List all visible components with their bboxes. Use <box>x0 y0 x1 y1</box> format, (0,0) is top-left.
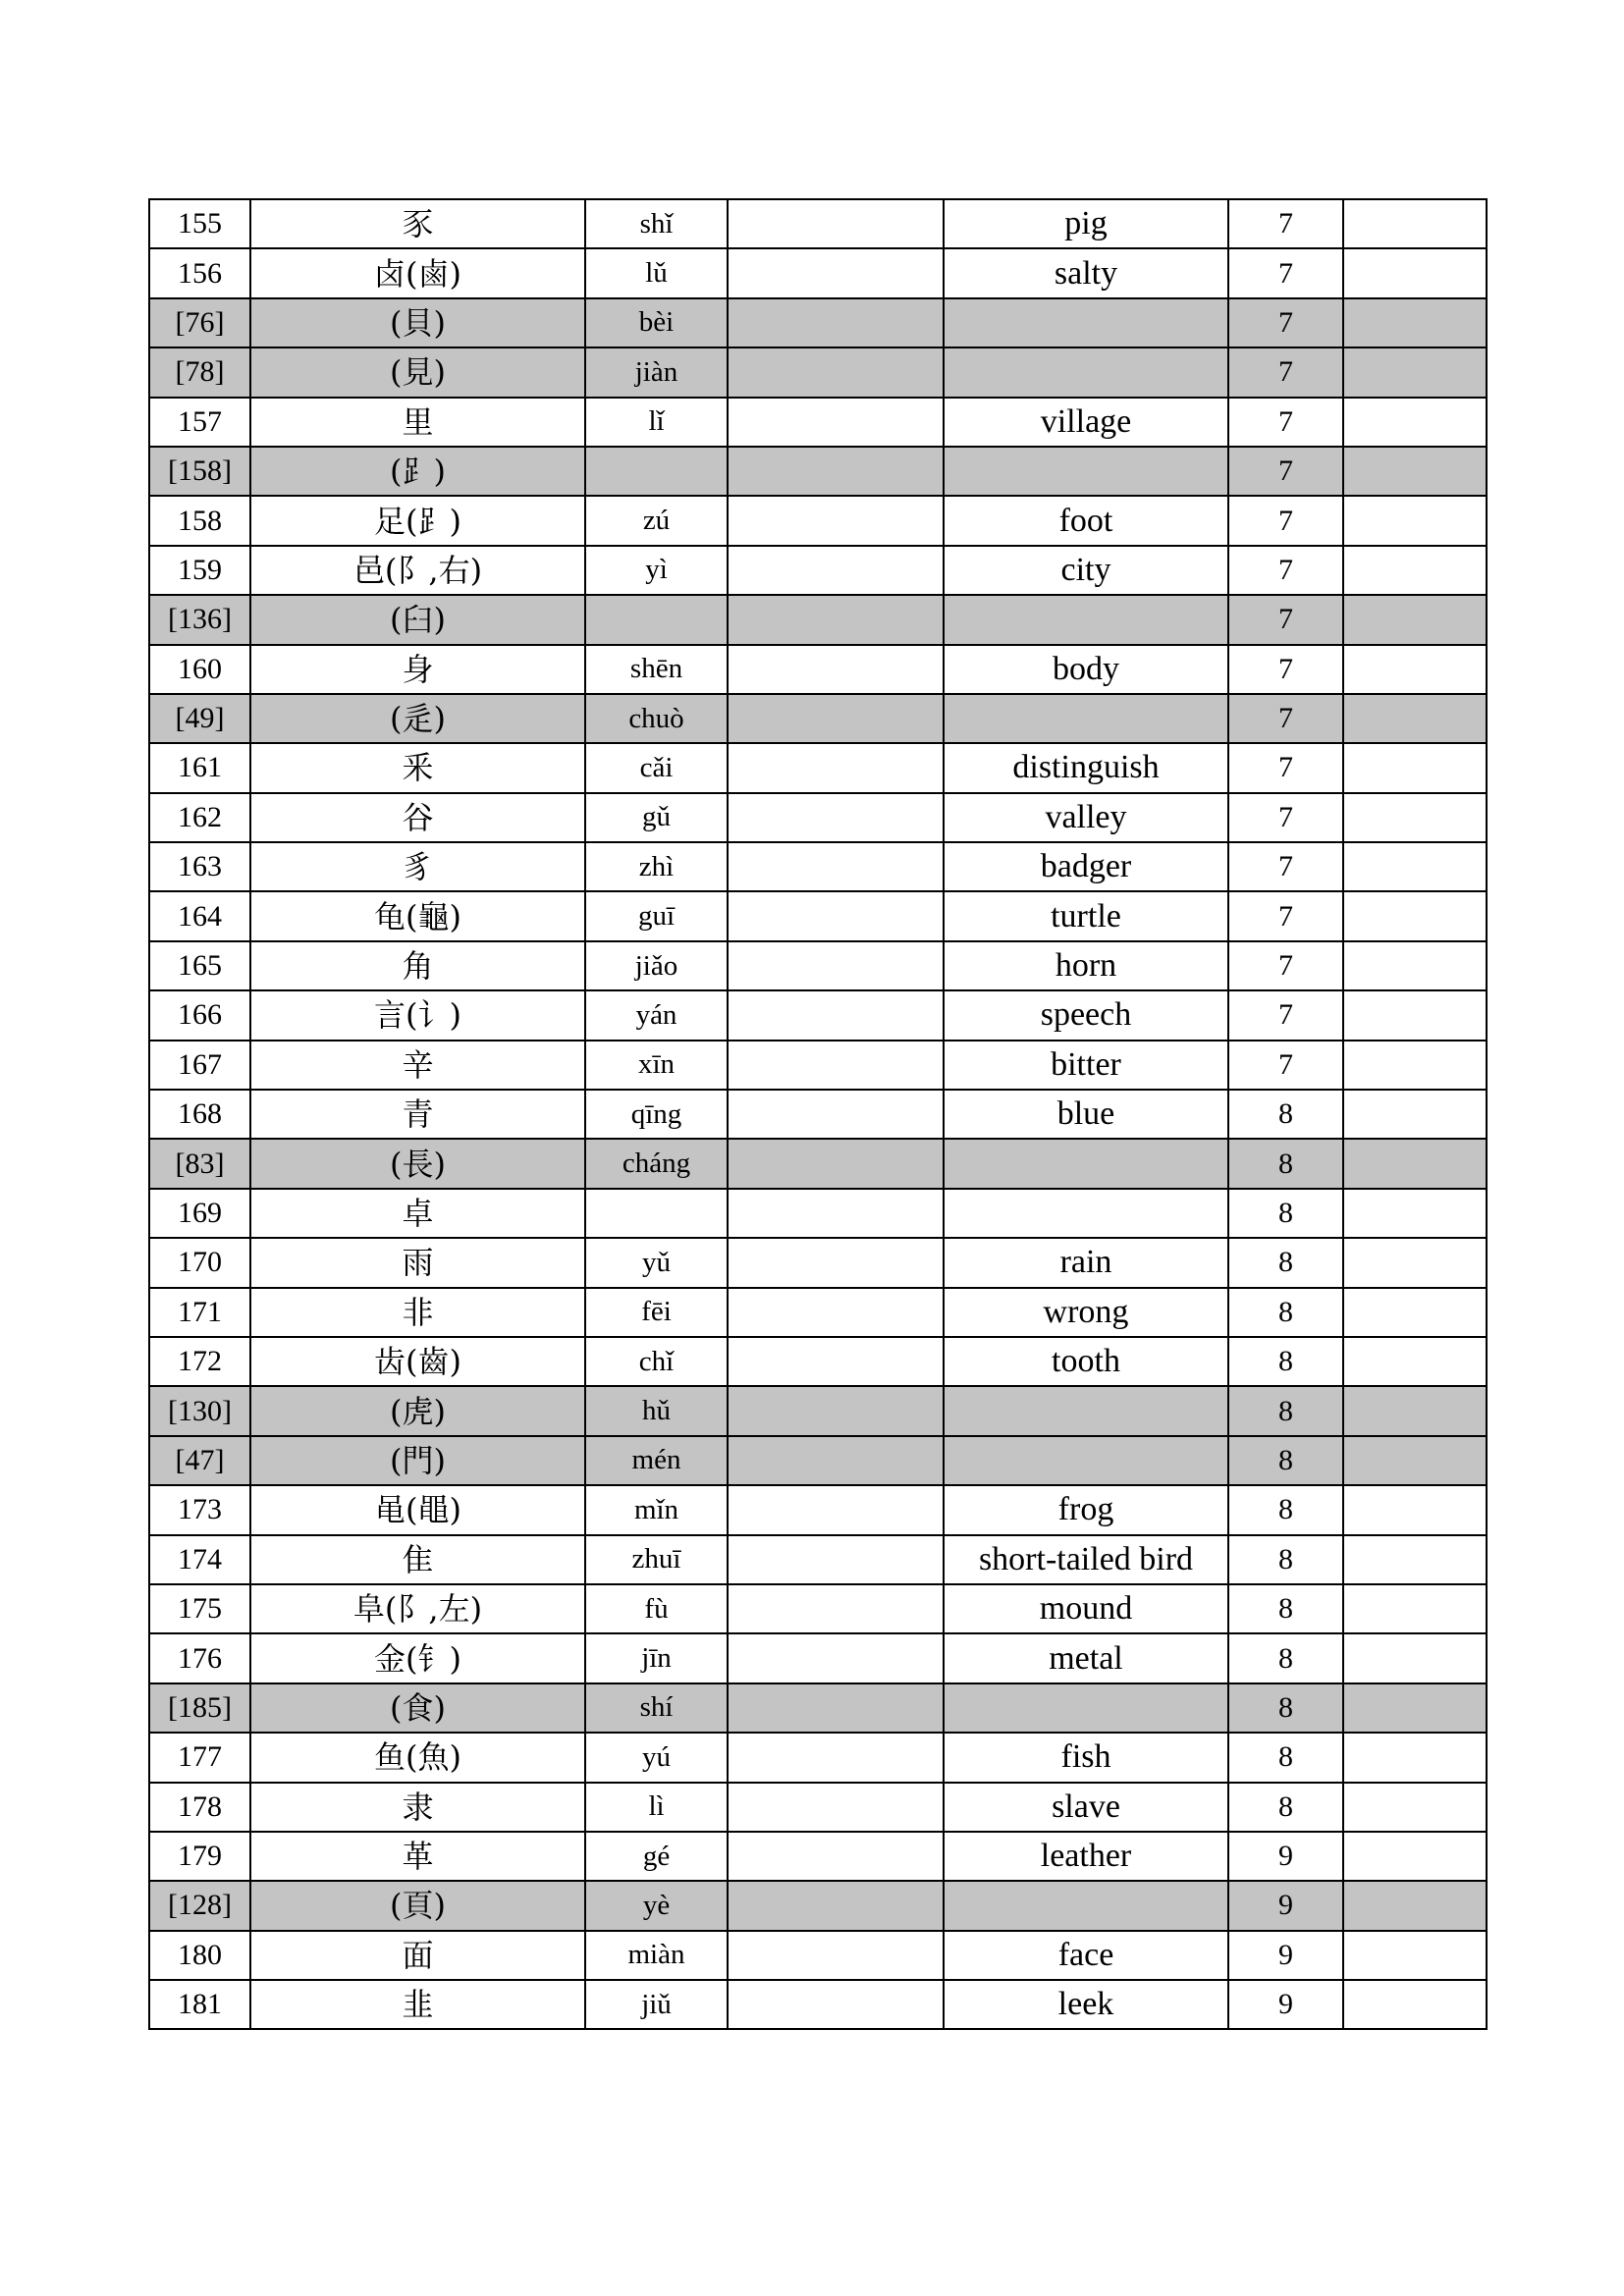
meaning-cell: short-tailed bird <box>944 1535 1228 1584</box>
row-number-cell: [78] <box>149 347 250 397</box>
row-number-cell: 157 <box>149 398 250 447</box>
radical-cell: 足(⻊) <box>250 496 585 545</box>
stroke-count-cell: 8 <box>1228 1535 1343 1584</box>
meaning-cell: distinguish <box>944 743 1228 792</box>
meaning-cell: city <box>944 546 1228 595</box>
pinyin-cell: mǐn <box>585 1485 728 1534</box>
stroke-count-cell: 7 <box>1228 398 1343 447</box>
meaning-cell: valley <box>944 793 1228 842</box>
pinyin-cell: zhuī <box>585 1535 728 1584</box>
notes-cell <box>1343 1832 1487 1881</box>
table-row <box>149 694 1487 743</box>
pinyin-cell: shēn <box>585 645 728 694</box>
radical-cell: 谷 <box>250 793 585 842</box>
meaning-cell <box>944 595 1228 644</box>
pinyin-cell: jiǎo <box>585 941 728 990</box>
blank-cell <box>728 1783 944 1832</box>
pinyin-cell <box>585 595 728 644</box>
meaning-cell: pig <box>944 199 1228 248</box>
meaning-cell: turtle <box>944 891 1228 940</box>
stroke-count-cell: 7 <box>1228 793 1343 842</box>
radical-cell: 金(钅) <box>250 1633 585 1682</box>
table-row <box>149 1832 1487 1881</box>
meaning-cell <box>944 1189 1228 1238</box>
notes-cell <box>1343 793 1487 842</box>
notes-cell <box>1343 546 1487 595</box>
blank-cell <box>728 1485 944 1534</box>
notes-cell <box>1343 1386 1487 1435</box>
radical-cell: 釆 <box>250 743 585 792</box>
row-number-cell: 171 <box>149 1288 250 1337</box>
stroke-count-cell: 7 <box>1228 447 1343 496</box>
blank-cell <box>728 1683 944 1733</box>
blank-cell <box>728 1733 944 1782</box>
row-number-cell: 167 <box>149 1041 250 1090</box>
blank-cell <box>728 1337 944 1386</box>
blank-cell <box>728 347 944 397</box>
blank-cell <box>728 398 944 447</box>
table-row <box>149 1980 1487 2029</box>
radical-cell: 齿(齒) <box>250 1337 585 1386</box>
stroke-count-cell: 8 <box>1228 1733 1343 1782</box>
blank-cell <box>728 1931 944 1980</box>
radical-cell: 阜(阝,左) <box>250 1584 585 1633</box>
row-number-cell: 159 <box>149 546 250 595</box>
row-number-cell: 181 <box>149 1980 250 2029</box>
stroke-count-cell: 8 <box>1228 1288 1343 1337</box>
notes-cell <box>1343 941 1487 990</box>
table-row <box>149 645 1487 694</box>
radical-cell: 言(讠) <box>250 990 585 1040</box>
blank-cell <box>728 1881 944 1930</box>
notes-cell <box>1343 1238 1487 1287</box>
pinyin-cell: xīn <box>585 1041 728 1090</box>
blank-cell <box>728 793 944 842</box>
meaning-cell <box>944 1683 1228 1733</box>
row-number-cell: 162 <box>149 793 250 842</box>
radical-cell: (長) <box>250 1139 585 1188</box>
table-row <box>149 1337 1487 1386</box>
row-number-cell: 175 <box>149 1584 250 1633</box>
table-row <box>149 248 1487 297</box>
meaning-cell <box>944 1881 1228 1930</box>
row-number-cell: 168 <box>149 1090 250 1139</box>
row-number-cell: 166 <box>149 990 250 1040</box>
meaning-cell: horn <box>944 941 1228 990</box>
notes-cell <box>1343 990 1487 1040</box>
notes-cell <box>1343 1288 1487 1337</box>
blank-cell <box>728 546 944 595</box>
stroke-count-cell: 7 <box>1228 990 1343 1040</box>
notes-cell <box>1343 842 1487 891</box>
meaning-cell <box>944 694 1228 743</box>
meaning-cell: salty <box>944 248 1228 297</box>
radical-cell: 鱼(魚) <box>250 1733 585 1782</box>
meaning-cell: face <box>944 1931 1228 1980</box>
meaning-cell <box>944 1139 1228 1188</box>
row-number-cell: [130] <box>149 1386 250 1435</box>
table-row <box>149 743 1487 792</box>
meaning-cell <box>944 447 1228 496</box>
stroke-count-cell: 7 <box>1228 298 1343 347</box>
row-number-cell: 179 <box>149 1832 250 1881</box>
stroke-count-cell: 7 <box>1228 248 1343 297</box>
row-number-cell: 158 <box>149 496 250 545</box>
notes-cell <box>1343 1881 1487 1930</box>
table-row <box>149 199 1487 248</box>
table-row <box>149 941 1487 990</box>
notes-cell <box>1343 694 1487 743</box>
meaning-cell <box>944 1386 1228 1435</box>
blank-cell <box>728 1189 944 1238</box>
pinyin-cell: bèi <box>585 298 728 347</box>
radical-cell: 卓 <box>250 1189 585 1238</box>
table-row <box>149 1683 1487 1733</box>
table-row <box>149 1139 1487 1188</box>
pinyin-cell: zú <box>585 496 728 545</box>
radical-cell: 龟(龜) <box>250 891 585 940</box>
pinyin-cell <box>585 447 728 496</box>
notes-cell <box>1343 743 1487 792</box>
pinyin-cell: chǐ <box>585 1337 728 1386</box>
stroke-count-cell: 7 <box>1228 941 1343 990</box>
meaning-cell <box>944 298 1228 347</box>
row-number-cell: [158] <box>149 447 250 496</box>
pinyin-cell: yǔ <box>585 1238 728 1287</box>
stroke-count-cell: 8 <box>1228 1139 1343 1188</box>
row-number-cell: 155 <box>149 199 250 248</box>
notes-cell <box>1343 1090 1487 1139</box>
table-row <box>149 496 1487 545</box>
radical-cell: 雨 <box>250 1238 585 1287</box>
stroke-count-cell: 8 <box>1228 1584 1343 1633</box>
pinyin-cell <box>585 1189 728 1238</box>
stroke-count-cell: 7 <box>1228 842 1343 891</box>
radical-cell: (頁) <box>250 1881 585 1930</box>
radical-cell: 卤(鹵) <box>250 248 585 297</box>
pinyin-cell: cháng <box>585 1139 728 1188</box>
stroke-count-cell: 8 <box>1228 1683 1343 1733</box>
pinyin-cell: yè <box>585 1881 728 1930</box>
blank-cell <box>728 645 944 694</box>
blank-cell <box>728 1386 944 1435</box>
notes-cell <box>1343 447 1487 496</box>
row-number-cell: [185] <box>149 1683 250 1733</box>
table-row <box>149 347 1487 397</box>
radical-cell: 身 <box>250 645 585 694</box>
row-number-cell: [47] <box>149 1436 250 1485</box>
row-number-cell: 176 <box>149 1633 250 1682</box>
table-row <box>149 842 1487 891</box>
meaning-cell: mound <box>944 1584 1228 1633</box>
row-number-cell: 169 <box>149 1189 250 1238</box>
radical-cell: (食) <box>250 1683 585 1733</box>
blank-cell <box>728 941 944 990</box>
notes-cell <box>1343 298 1487 347</box>
table-row <box>149 1189 1487 1238</box>
pinyin-cell: lì <box>585 1783 728 1832</box>
stroke-count-cell: 7 <box>1228 694 1343 743</box>
notes-cell <box>1343 1783 1487 1832</box>
meaning-cell: foot <box>944 496 1228 545</box>
radical-cell: 辛 <box>250 1041 585 1090</box>
radical-cell: (貝) <box>250 298 585 347</box>
meaning-cell: blue <box>944 1090 1228 1139</box>
stroke-count-cell: 7 <box>1228 546 1343 595</box>
meaning-cell: frog <box>944 1485 1228 1534</box>
table-row <box>149 1783 1487 1832</box>
table-row <box>149 1931 1487 1980</box>
table-row <box>149 990 1487 1040</box>
notes-cell <box>1343 1139 1487 1188</box>
meaning-cell: leek <box>944 1980 1228 2029</box>
meaning-cell: wrong <box>944 1288 1228 1337</box>
blank-cell <box>728 743 944 792</box>
stroke-count-cell: 9 <box>1228 1832 1343 1881</box>
blank-cell <box>728 1139 944 1188</box>
pinyin-cell: cǎi <box>585 743 728 792</box>
stroke-count-cell: 7 <box>1228 743 1343 792</box>
row-number-cell: 173 <box>149 1485 250 1534</box>
row-number-cell: [136] <box>149 595 250 644</box>
notes-cell <box>1343 645 1487 694</box>
pinyin-cell: mén <box>585 1436 728 1485</box>
row-number-cell: [76] <box>149 298 250 347</box>
row-number-cell: 170 <box>149 1238 250 1287</box>
table-row <box>149 1733 1487 1782</box>
notes-cell <box>1343 1584 1487 1633</box>
radical-cell: 革 <box>250 1832 585 1881</box>
radical-cell: 豸 <box>250 842 585 891</box>
notes-cell <box>1343 1980 1487 2029</box>
pinyin-cell: yú <box>585 1733 728 1782</box>
meaning-cell: village <box>944 398 1228 447</box>
pinyin-cell: fēi <box>585 1288 728 1337</box>
table-row <box>149 1238 1487 1287</box>
pinyin-cell: gǔ <box>585 793 728 842</box>
table-row <box>149 1881 1487 1930</box>
notes-cell <box>1343 1633 1487 1682</box>
stroke-count-cell: 7 <box>1228 496 1343 545</box>
radical-cell: 豕 <box>250 199 585 248</box>
blank-cell <box>728 496 944 545</box>
meaning-cell: metal <box>944 1633 1228 1682</box>
meaning-cell: leather <box>944 1832 1228 1881</box>
row-number-cell: 164 <box>149 891 250 940</box>
row-number-cell: 156 <box>149 248 250 297</box>
notes-cell <box>1343 1535 1487 1584</box>
radical-cell: 青 <box>250 1090 585 1139</box>
pinyin-cell: qīng <box>585 1090 728 1139</box>
blank-cell <box>728 1980 944 2029</box>
radical-cell: (門) <box>250 1436 585 1485</box>
meaning-cell <box>944 347 1228 397</box>
notes-cell <box>1343 1931 1487 1980</box>
table-row <box>149 1041 1487 1090</box>
row-number-cell: [49] <box>149 694 250 743</box>
radical-cell: 非 <box>250 1288 585 1337</box>
row-number-cell: 177 <box>149 1733 250 1782</box>
pinyin-cell: jīn <box>585 1633 728 1682</box>
radical-cell: 邑(阝,右) <box>250 546 585 595</box>
notes-cell <box>1343 398 1487 447</box>
pinyin-cell: shí <box>585 1683 728 1733</box>
stroke-count-cell: 8 <box>1228 1189 1343 1238</box>
blank-cell <box>728 1090 944 1139</box>
stroke-count-cell: 7 <box>1228 891 1343 940</box>
radical-table <box>148 198 1488 2030</box>
stroke-count-cell: 8 <box>1228 1337 1343 1386</box>
meaning-cell: tooth <box>944 1337 1228 1386</box>
table-row <box>149 891 1487 940</box>
table-row <box>149 595 1487 644</box>
blank-cell <box>728 248 944 297</box>
table-row <box>149 1288 1487 1337</box>
notes-cell <box>1343 1733 1487 1782</box>
blank-cell <box>728 199 944 248</box>
stroke-count-cell: 9 <box>1228 1931 1343 1980</box>
notes-cell <box>1343 1436 1487 1485</box>
notes-cell <box>1343 891 1487 940</box>
notes-cell <box>1343 1189 1487 1238</box>
radical-cell: (臼) <box>250 595 585 644</box>
pinyin-cell: zhì <box>585 842 728 891</box>
radical-cell: (虎) <box>250 1386 585 1435</box>
table-row <box>149 298 1487 347</box>
pinyin-cell: hǔ <box>585 1386 728 1435</box>
stroke-count-cell: 8 <box>1228 1485 1343 1534</box>
table-row <box>149 1090 1487 1139</box>
notes-cell <box>1343 496 1487 545</box>
blank-cell <box>728 1832 944 1881</box>
pinyin-cell: yì <box>585 546 728 595</box>
pinyin-cell: yán <box>585 990 728 1040</box>
pinyin-cell: fù <box>585 1584 728 1633</box>
table-row <box>149 1485 1487 1534</box>
stroke-count-cell: 7 <box>1228 1041 1343 1090</box>
row-number-cell: 172 <box>149 1337 250 1386</box>
stroke-count-cell: 8 <box>1228 1386 1343 1435</box>
pinyin-cell: shǐ <box>585 199 728 248</box>
table-row <box>149 398 1487 447</box>
blank-cell <box>728 1633 944 1682</box>
pinyin-cell: jiàn <box>585 347 728 397</box>
meaning-cell: fish <box>944 1733 1228 1782</box>
blank-cell <box>728 891 944 940</box>
row-number-cell: [83] <box>149 1139 250 1188</box>
blank-cell <box>728 1041 944 1090</box>
radical-cell: (見) <box>250 347 585 397</box>
notes-cell <box>1343 347 1487 397</box>
stroke-count-cell: 8 <box>1228 1090 1343 1139</box>
table-row <box>149 447 1487 496</box>
radical-cell: (⻊) <box>250 447 585 496</box>
blank-cell <box>728 694 944 743</box>
stroke-count-cell: 7 <box>1228 199 1343 248</box>
stroke-count-cell: 7 <box>1228 347 1343 397</box>
pinyin-cell: lǐ <box>585 398 728 447</box>
notes-cell <box>1343 199 1487 248</box>
table-row <box>149 793 1487 842</box>
table-row <box>149 1436 1487 1485</box>
blank-cell <box>728 1238 944 1287</box>
blank-cell <box>728 298 944 347</box>
blank-cell <box>728 1535 944 1584</box>
stroke-count-cell: 7 <box>1228 645 1343 694</box>
pinyin-cell: miàn <box>585 1931 728 1980</box>
radical-cell: 里 <box>250 398 585 447</box>
pinyin-cell: gé <box>585 1832 728 1881</box>
radical-cell: 隶 <box>250 1783 585 1832</box>
stroke-count-cell: 9 <box>1228 1881 1343 1930</box>
row-number-cell: 160 <box>149 645 250 694</box>
pinyin-cell: guī <box>585 891 728 940</box>
blank-cell <box>728 595 944 644</box>
row-number-cell: 180 <box>149 1931 250 1980</box>
row-number-cell: [128] <box>149 1881 250 1930</box>
notes-cell <box>1343 1337 1487 1386</box>
blank-cell <box>728 1584 944 1633</box>
table-body <box>149 199 1487 2029</box>
notes-cell <box>1343 1683 1487 1733</box>
meaning-cell: slave <box>944 1783 1228 1832</box>
blank-cell <box>728 990 944 1040</box>
row-number-cell: 161 <box>149 743 250 792</box>
radical-cell: 韭 <box>250 1980 585 2029</box>
table-row <box>149 1386 1487 1435</box>
pinyin-cell: chuò <box>585 694 728 743</box>
radical-cell: (辵) <box>250 694 585 743</box>
meaning-cell <box>944 1436 1228 1485</box>
notes-cell <box>1343 1041 1487 1090</box>
notes-cell <box>1343 248 1487 297</box>
blank-cell <box>728 842 944 891</box>
radical-cell: 面 <box>250 1931 585 1980</box>
table-row <box>149 1535 1487 1584</box>
row-number-cell: 163 <box>149 842 250 891</box>
blank-cell <box>728 447 944 496</box>
meaning-cell: badger <box>944 842 1228 891</box>
radical-cell: 黾(黽) <box>250 1485 585 1534</box>
meaning-cell: speech <box>944 990 1228 1040</box>
table-row <box>149 1633 1487 1682</box>
stroke-count-cell: 8 <box>1228 1238 1343 1287</box>
blank-cell <box>728 1436 944 1485</box>
table-row <box>149 546 1487 595</box>
stroke-count-cell: 8 <box>1228 1436 1343 1485</box>
meaning-cell: body <box>944 645 1228 694</box>
meaning-cell: bitter <box>944 1041 1228 1090</box>
radical-cell: 隹 <box>250 1535 585 1584</box>
stroke-count-cell: 8 <box>1228 1633 1343 1682</box>
blank-cell <box>728 1288 944 1337</box>
stroke-count-cell: 8 <box>1228 1783 1343 1832</box>
pinyin-cell: jiǔ <box>585 1980 728 2029</box>
stroke-count-cell: 7 <box>1228 595 1343 644</box>
meaning-cell: rain <box>944 1238 1228 1287</box>
table-row <box>149 1584 1487 1633</box>
notes-cell <box>1343 595 1487 644</box>
radical-cell: 角 <box>250 941 585 990</box>
row-number-cell: 165 <box>149 941 250 990</box>
row-number-cell: 174 <box>149 1535 250 1584</box>
pinyin-cell: lǔ <box>585 248 728 297</box>
stroke-count-cell: 9 <box>1228 1980 1343 2029</box>
notes-cell <box>1343 1485 1487 1534</box>
row-number-cell: 178 <box>149 1783 250 1832</box>
